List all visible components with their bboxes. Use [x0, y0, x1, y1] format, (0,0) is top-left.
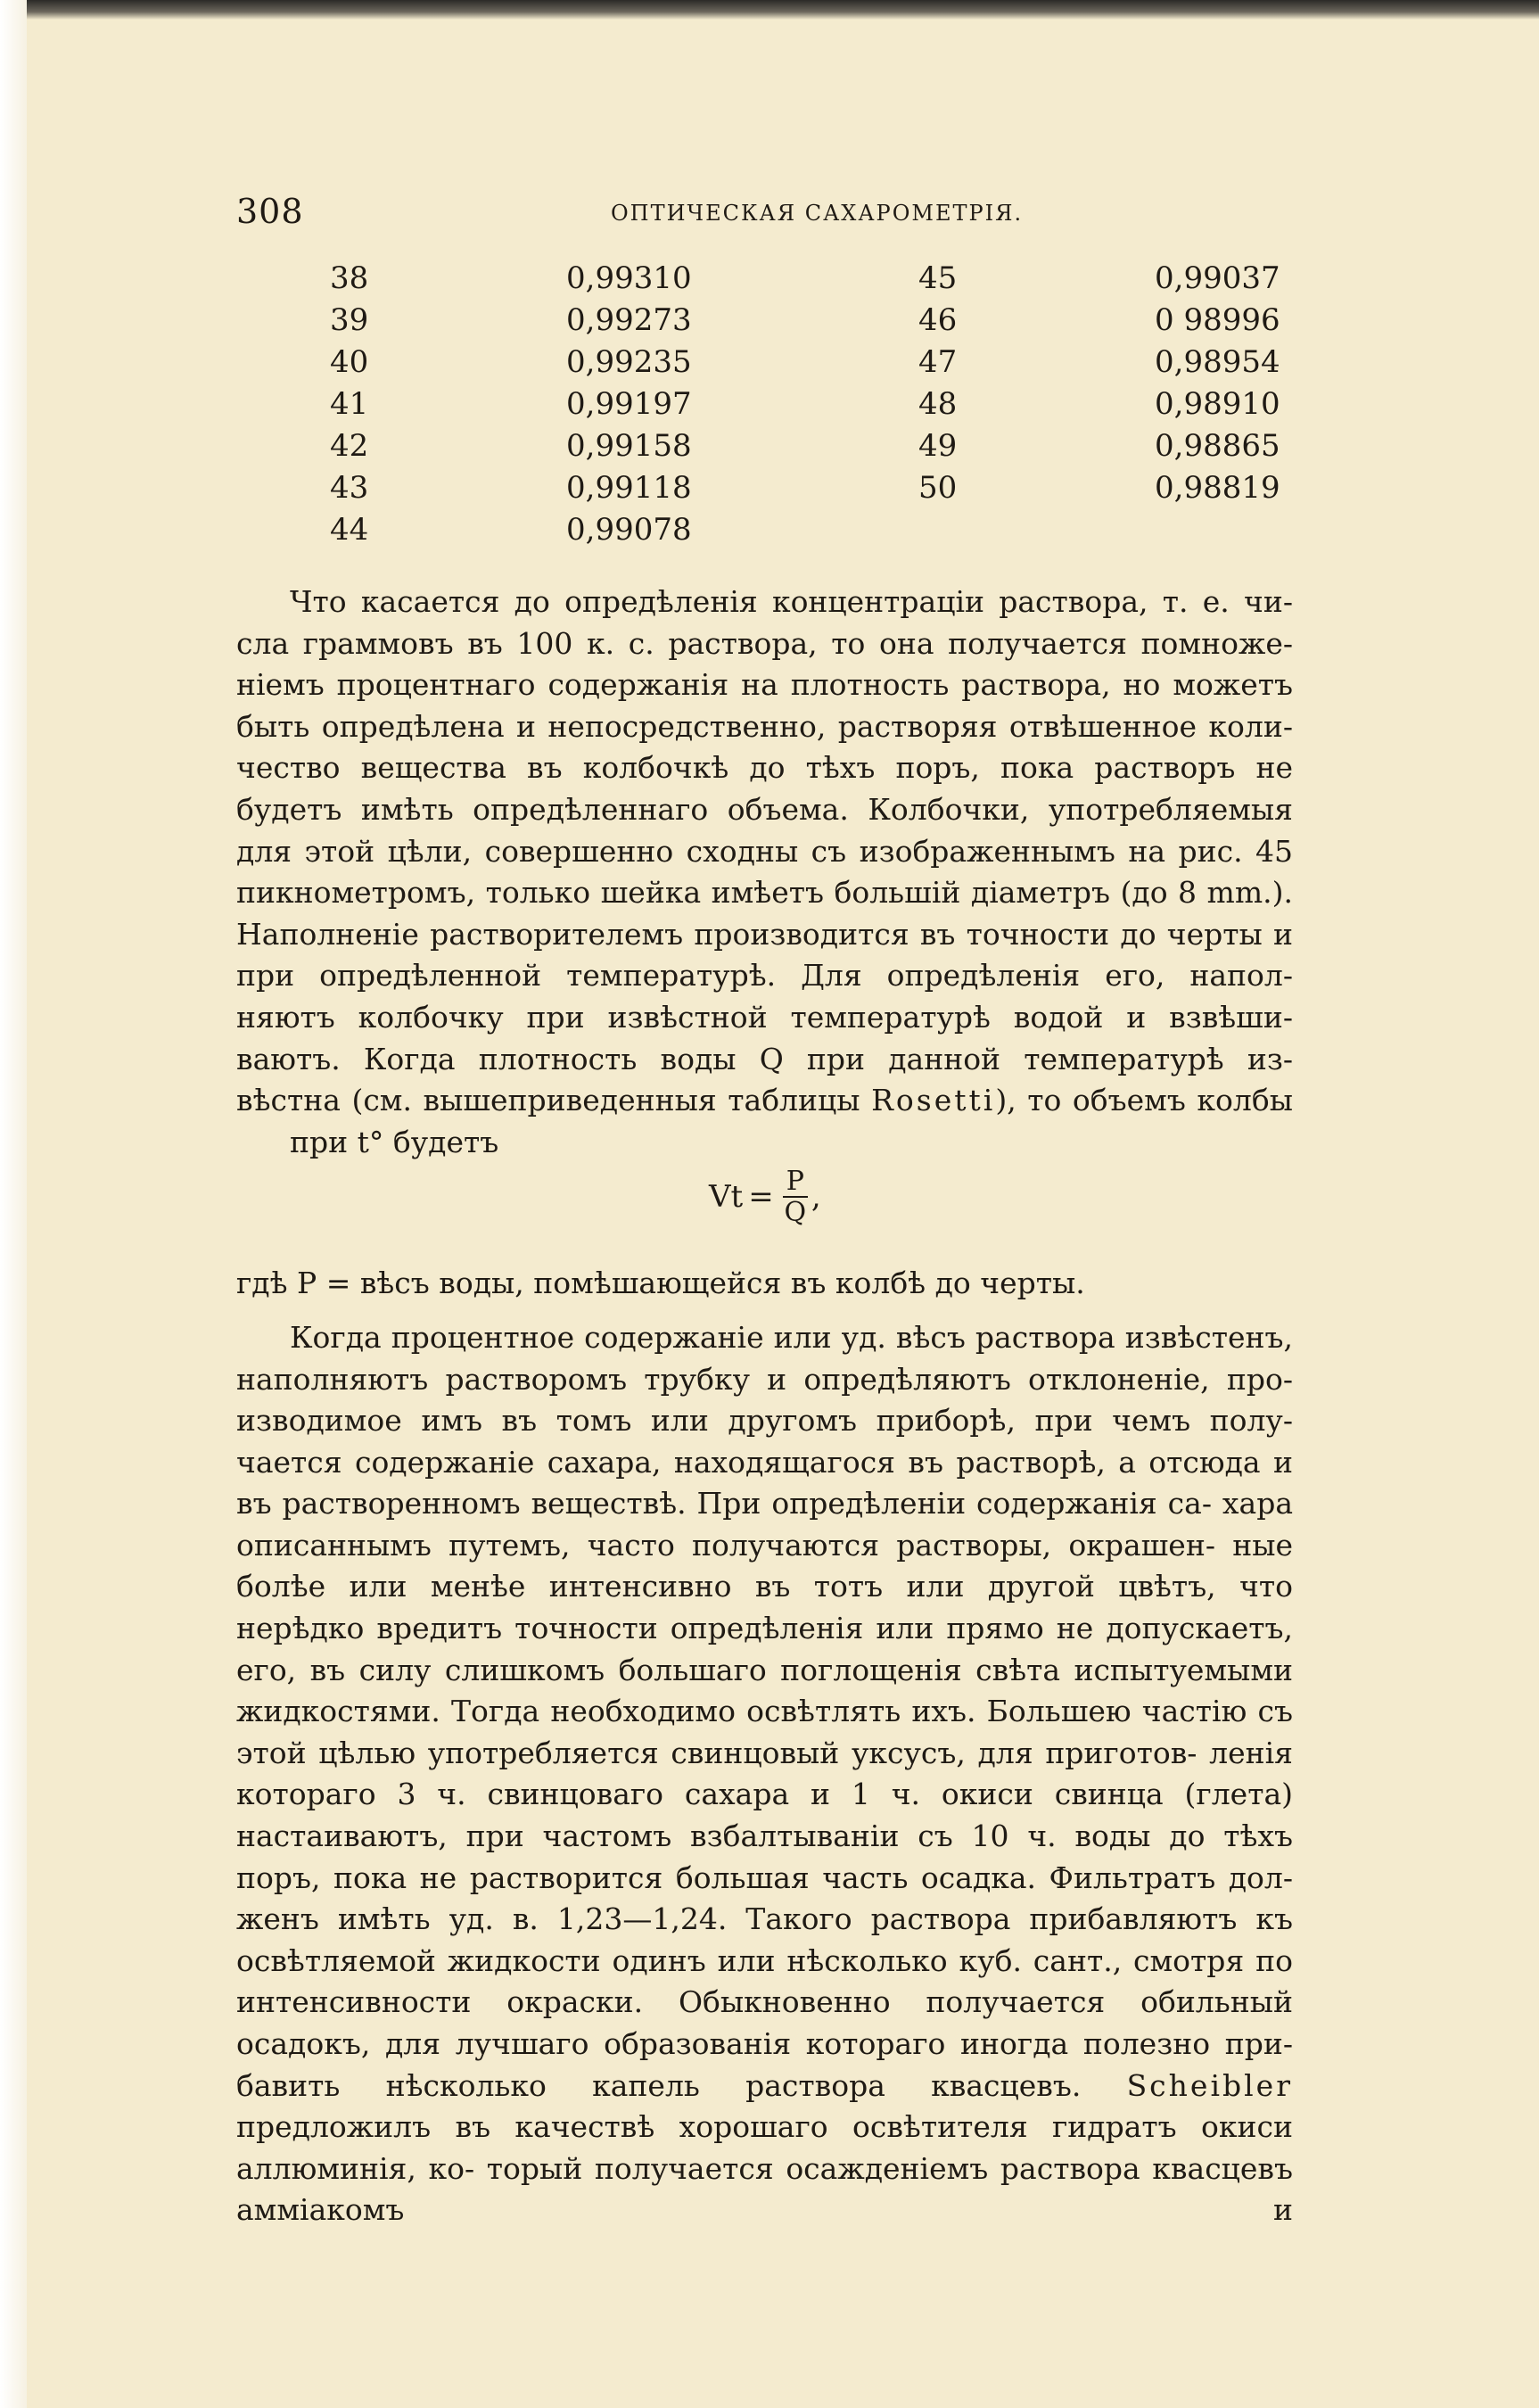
- author-name: Scheibler: [1126, 2067, 1293, 2103]
- text-line: поръ, пока не растворится большая часть осадка. Фильтратъ дол-: [236, 1860, 1293, 1895]
- table-row: [236, 386, 1293, 428]
- text-line: пикнометромъ, только шейка имѣетъ большій діаметръ (до 8 mm.).: [236, 875, 1293, 911]
- paragraph-concentration: [236, 581, 1293, 1163]
- page-header: [236, 192, 1293, 236]
- formula-fraction: [783, 1167, 808, 1227]
- text-line: при t° будетъ: [290, 1124, 499, 1159]
- table-row: [236, 428, 1293, 470]
- text-line: торый получается осажденіемъ раствора квасцевъ амміакомъ и: [236, 2150, 1293, 2228]
- formula-lhs: Vt: [709, 1179, 744, 1216]
- text-line: его, въ силу слишкомъ большаго поглощенія свѣта испытуемыми: [236, 1652, 1293, 1687]
- text-line: чается содержаніе сахара, находящагося въ растворѣ, а отсюда: [236, 1444, 1261, 1480]
- table-cell: 49: [918, 428, 958, 464]
- text-line: по интенсивности окраски. Обыкновенно получается обильный: [236, 1942, 1293, 2020]
- text-line: съ этой цѣлью употребляется свинцовый уксусъ, для приготов-: [236, 1694, 1293, 1770]
- text-line: и въ растворенномъ веществѣ. При опредѣленіи содержанія са-: [236, 1444, 1293, 1521]
- table-row: [236, 344, 1293, 386]
- table-cell: 0,98954: [1155, 344, 1280, 380]
- text-line: жидкостями. Тогда необходимо освѣтлять ихъ. Большею частію: [236, 1694, 1247, 1729]
- running-title: ОПТИЧЕСКАЯ САХАРОМЕТРІЯ.: [611, 201, 1024, 226]
- table-cell: 48: [918, 386, 958, 422]
- table-cell: 0,99235: [566, 344, 692, 380]
- author-name: Rosetti: [871, 1083, 996, 1118]
- table-cell: 43: [330, 470, 369, 506]
- text-line: ваютъ. Когда плотность воды Q при данной температурѣ из-: [236, 1041, 1293, 1076]
- text-line: Когда процентное содержаніе или уд. вѣсъ раствора извѣстенъ,: [290, 1319, 1293, 1355]
- table-cell: 46: [918, 302, 958, 338]
- paragraph-clarification: [236, 1317, 1293, 2231]
- formula-comma: ,: [811, 1179, 821, 1216]
- text-line: ніемъ процентнаго содержанія на плотность раствора, но можетъ: [236, 667, 1293, 703]
- text-line: женъ имѣть уд. в. 1,23—1,24. Такого раствора прибавляютъ къ: [236, 1901, 1293, 1937]
- table-cell: 0,98865: [1155, 428, 1280, 464]
- text-line: освѣтляемой жидкости одинъ или нѣсколько куб. сант., смотря: [236, 1942, 1245, 1978]
- table-cell: 0,99158: [566, 428, 692, 464]
- text-line: хара описаннымъ путемъ, часто получаются растворы, окрашен-: [236, 1486, 1293, 1563]
- formula-denominator: Q: [784, 1197, 807, 1229]
- text-line: бавить нѣсколько капель раствора квасцевъ. Scheibler предложилъ: [236, 2067, 1293, 2145]
- table-cell: 0,99273: [566, 302, 692, 338]
- text-line: ные болѣе или менѣе интенсивно въ тотъ или другой цвѣтъ, что: [236, 1527, 1293, 1604]
- text-line: Наполненіе растворителемъ производится въ точности до черты: [236, 916, 1263, 952]
- text-line: вѣстна (см. вышеприведенныя таблицы Rosetti), то объемъ колбы: [236, 1083, 1293, 1118]
- table-cell: 0,98910: [1155, 386, 1280, 422]
- text-line: настаиваютъ, при частомъ взбалтываніи съ 10 ч. воды до тѣхъ: [236, 1818, 1293, 1854]
- formula-numerator: P: [783, 1167, 808, 1198]
- table-cell: 39: [330, 302, 369, 338]
- table-cell: 0,99118: [566, 470, 692, 506]
- table-cell: 0,99197: [566, 386, 692, 422]
- text-line: чество вещества въ колбочкѣ до тѣхъ поръ, пока растворъ не: [236, 750, 1293, 786]
- volume-formula: [236, 1163, 1293, 1263]
- text-line: сла граммовъ въ 100 к. с. раствора, то она получается помноже-: [236, 625, 1293, 661]
- text-line: нерѣдко вредитъ точности опредѣленія или прямо не допускаетъ,: [236, 1611, 1293, 1646]
- page-top-edge: [27, 0, 1539, 20]
- table-row: [236, 470, 1293, 512]
- text-line: быть опредѣлена и непосредственно, растворяя отвѣшенное коли-: [236, 708, 1293, 744]
- formula-equals: =: [748, 1179, 774, 1216]
- text-line: гдѣ P = вѣсъ воды, помѣшающейся въ колбѣ до черты.: [236, 1266, 1085, 1301]
- table-cell: 42: [330, 428, 369, 464]
- table-cell: 0,99037: [1155, 260, 1280, 296]
- density-table: [236, 260, 1293, 554]
- table-cell: 50: [918, 470, 958, 506]
- paragraph-definition: [236, 1263, 1293, 1305]
- text-line: изводимое имъ въ томъ или другомъ приборѣ, при чемъ полу-: [236, 1403, 1293, 1439]
- page-number: 308: [236, 192, 304, 231]
- table-cell: 45: [918, 260, 958, 296]
- table-cell: 41: [330, 386, 369, 422]
- text-line: Что касается до опредѣленія концентраціи раствора, т. е. чи-: [290, 584, 1293, 619]
- page-left-margin: [0, 0, 27, 2408]
- text-line: для этой цѣли, совершенно сходны съ изображеннымъ на рис. 45: [236, 833, 1293, 869]
- text-line: въ качествѣ хорошаго освѣтителя гидратъ окиси аллюминія, ко-: [236, 2109, 1293, 2186]
- table-cell: 44: [330, 512, 369, 548]
- text-line: наполняютъ растворомъ трубку и опредѣляютъ отклоненіе, про-: [236, 1361, 1293, 1397]
- table-cell: 38: [330, 260, 369, 296]
- table-cell: 40: [330, 344, 369, 380]
- table-cell: 0 98996: [1155, 302, 1280, 338]
- text-line: и при опредѣленной температурѣ. Для опредѣленія его, напол-: [236, 916, 1293, 994]
- table-row: [236, 512, 1293, 554]
- table-cell: 0,99310: [566, 260, 692, 296]
- body-text: [236, 581, 1293, 2231]
- text-line: будетъ имѣть опредѣленнаго объема. Колбочки, употребляемыя: [236, 791, 1293, 827]
- text-line: няютъ колбочку при извѣстной температурѣ водой и взвѣши-: [236, 999, 1293, 1035]
- table-cell: 47: [918, 344, 958, 380]
- table-row: [236, 260, 1293, 302]
- text-line: осадокъ, для лучшаго образованія котораго иногда полезно при-: [236, 2026, 1293, 2061]
- table-row: [236, 302, 1293, 344]
- table-cell: 0,98819: [1155, 470, 1280, 506]
- text-line: ленія котораго 3 ч. свинцоваго сахара и 1 ч. окиси свинца (глета): [236, 1735, 1293, 1812]
- table-cell: 0,99078: [566, 512, 692, 548]
